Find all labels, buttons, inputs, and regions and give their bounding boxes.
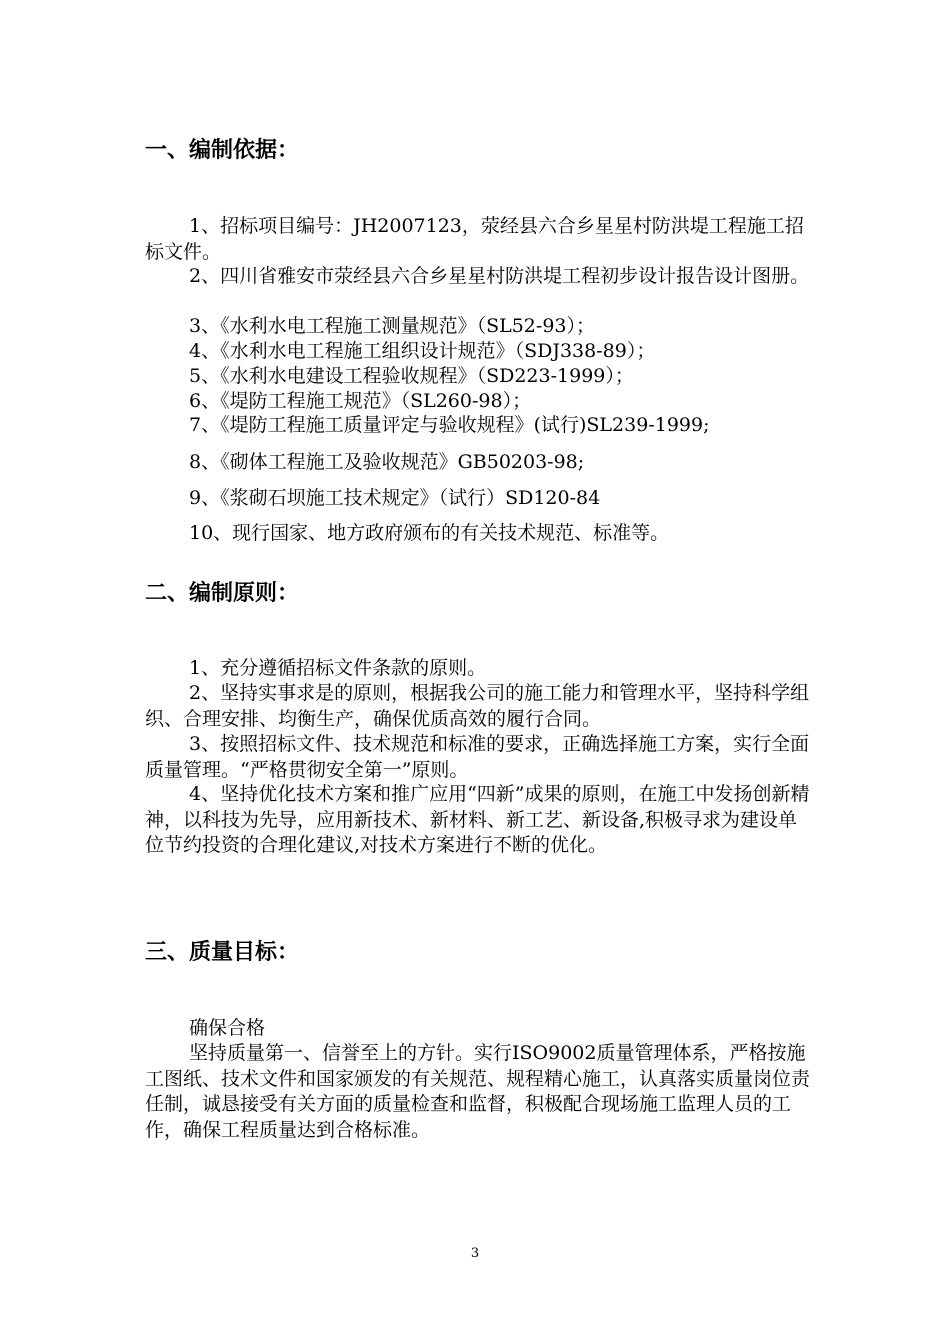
quality-policy-paragraph: 坚持质量第一、信誉至上的方针。实行ISO9002质量管理体系，严格按施工图纸、技术文件和国家颁发的有关规范、规程精心施工，认真落实质量岗位责任制，诚恳接受有关方面的质量检查和监督，积极配合现场施工监理人员的工作，确保工程质量达到合格标准。	[145, 1042, 811, 1141]
section-heading-principles: 二、编制原则：	[145, 581, 300, 606]
basis-item-7: 7、《堤防工程施工质量评定与验收规程》(试行)SL239-1999;	[189, 414, 710, 436]
principle-item-4: 4、坚持优化技术方案和推广应用“四新”成果的原则，在施工中发扬创新精神，以科技为先导，应用新技术、新材料、新工艺、新设备,积极寻求为建设单位节约投资的合理化建议,对技术方案进行不断的优化。	[145, 783, 810, 856]
basis-item-10: 10、现行国家、地方政府颁布的有关技术规范、标准等。	[189, 522, 670, 544]
page-number: 3	[470, 1246, 480, 1261]
section-heading-quality-goal: 三、质量目标：	[145, 940, 300, 965]
basis-item-2: 2、四川省雅安市荥经县六合乡星星村防洪堤工程初步设计报告设计图册。	[189, 265, 810, 287]
basis-item-5: 5、《水利水电建设工程验收规程》（SD223-1999）；	[189, 365, 634, 387]
basis-item-1: 1、招标项目编号：JH2007123，荥经县六合乡星星村防洪堤工程施工招标文件。	[145, 215, 804, 263]
basis-item-8: 8、《砌体工程施工及验收规范》GB50203-98;	[189, 451, 585, 473]
basis-item-4: 4、《水利水电工程施工组织设计规范》（SDJ338-89）；	[189, 340, 656, 362]
basis-item-3: 3、《水利水电工程施工测量规范》（SL52-93）；	[189, 315, 595, 337]
principle-item-3: 3、按照招标文件、技术规范和标准的要求，正确选择施工方案，实行全面质量管理。“严格贯彻安全第一”原则。	[145, 733, 810, 781]
quality-goal-statement: 确保合格	[189, 1017, 266, 1039]
section-heading-basis: 一、编制依据：	[145, 138, 300, 163]
basis-item-9: 9、《浆砌石坝施工技术规定》（试行）SD120-84	[189, 487, 601, 509]
principle-item-1: 1、充分遵循招标文件条款的原则。	[189, 657, 487, 679]
basis-item-6: 6、《堤防工程施工规范》（SL260-98）；	[189, 390, 532, 412]
principle-item-2: 2、坚持实事求是的原则，根据我公司的施工能力和管理水平，坚持科学组织、合理安排、均衡生产，确保优质高效的履行合同。	[145, 682, 810, 730]
